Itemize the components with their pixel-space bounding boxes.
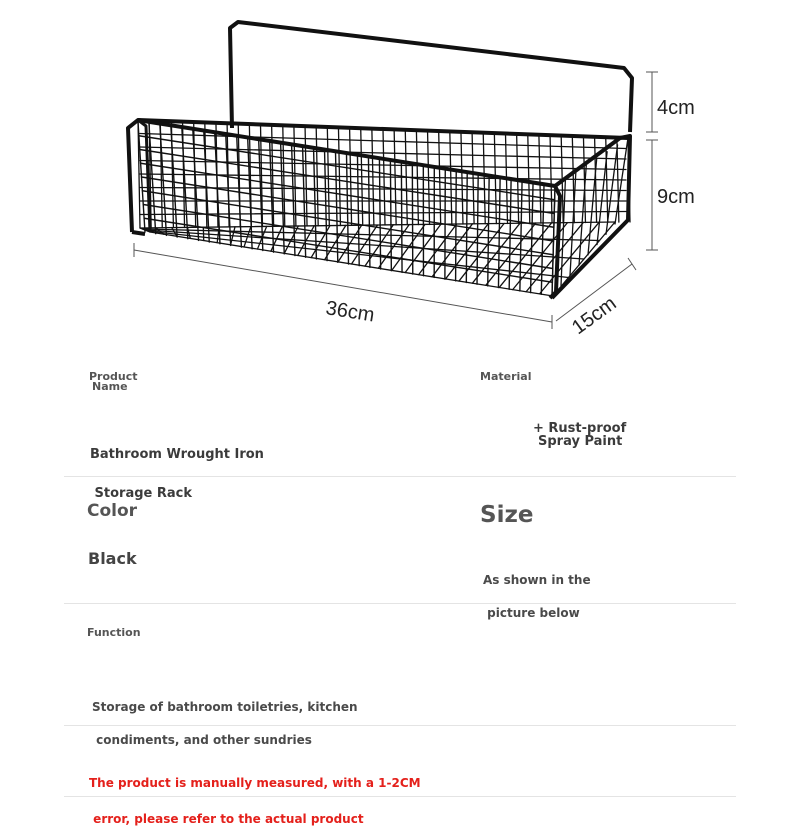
- product-name-value-line: Bathroom Wrought Iron: [90, 448, 264, 461]
- size-value: [483, 553, 591, 630]
- function-value-line: condiments, and other sundries: [92, 735, 358, 746]
- measurement-note-line: error, please refer to the actual product: [89, 813, 421, 825]
- color-value: Black: [88, 549, 137, 568]
- material-value: [533, 422, 626, 448]
- product-name-value: [90, 422, 264, 513]
- function-label: Function: [87, 628, 141, 638]
- divider: [64, 796, 736, 797]
- product-name-label: [89, 372, 138, 392]
- dimension-height-top: 4cm: [657, 97, 695, 119]
- divider: [64, 476, 736, 477]
- size-label: Size: [480, 502, 533, 528]
- function-value: [92, 680, 358, 757]
- divider: [64, 725, 736, 726]
- divider: [64, 603, 736, 604]
- size-value-line: As shown in the: [483, 575, 591, 586]
- product-name-value-line: Storage Rack: [90, 487, 264, 500]
- material-value-line: Spray Paint: [533, 435, 626, 448]
- product-name-label-line: Name: [89, 382, 138, 392]
- measurement-note-line: The product is manually measured, with a 1-2CM: [89, 777, 421, 789]
- function-value-line: Storage of bathroom toiletries, kitchen: [92, 702, 358, 713]
- product-name-label-line: Product: [89, 372, 138, 382]
- size-value-line: picture below: [483, 608, 591, 619]
- measurement-note: [89, 753, 421, 837]
- color-label: Color: [87, 501, 137, 521]
- dimension-length: 36cm: [324, 297, 376, 326]
- material-label: Material: [480, 372, 531, 382]
- dimension-height-body: 9cm: [657, 186, 695, 208]
- dimension-depth: 15cm: [568, 293, 620, 340]
- material-value-line: + Rust-proof: [533, 422, 626, 435]
- wire-basket-illustration: [0, 0, 800, 360]
- wire-basket: [128, 22, 632, 298]
